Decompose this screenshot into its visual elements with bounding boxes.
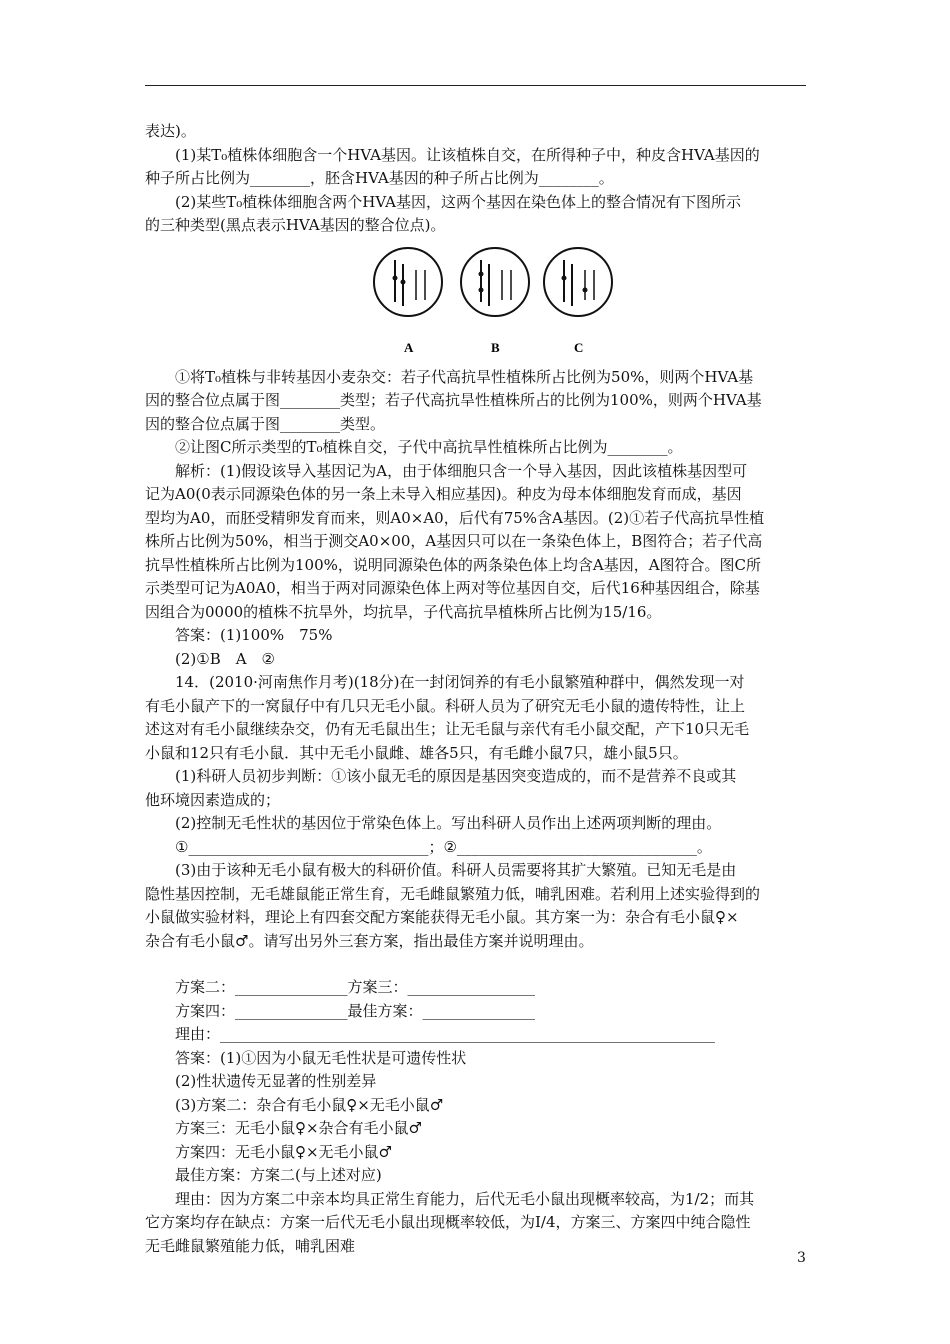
text-line: 有毛小鼠产下的一窝鼠仔中有几只无毛小鼠。科研人员为了研究无毛小鼠的遗传特性，让上: [145, 696, 746, 715]
text-line: ①________________________________；②________________________________。: [175, 837, 712, 856]
text-line: (2)控制无毛性状的基因位于常染色体上。写出科研人员作出上述两项判断的理由。: [175, 814, 722, 832]
text-line: (2)某些T₀植株体细胞含两个HVA基因，这两个基因在染色体上的整合情况有下图所示: [175, 192, 741, 211]
label-b: B: [491, 339, 500, 355]
integration-dot: [401, 279, 406, 284]
text-line: 小鼠和12只有毛小鼠．其中无毛小鼠雌、雄各5只，有毛雌小鼠7只，雄小鼠5只。: [145, 743, 688, 762]
text-line: ②让图C所示类型的T₀植株自交，子代中高抗旱性植株所占比例为________。: [175, 438, 683, 456]
text-line: 方案三：无毛小鼠♀×杂合有毛小鼠♂: [175, 1119, 422, 1137]
cell-b: [461, 248, 529, 355]
text-line: 解析：(1)假设该导入基因记为A，由于体细胞只含一个导入基因，因此该植株基因型可: [175, 461, 748, 480]
text-line: 它方案均存在缺点：方案一后代无毛小鼠出现概率较低，为I/4，方案三、方案四中纯合隐性: [145, 1213, 751, 1231]
text-line: 他环境因素造成的；: [145, 790, 281, 809]
text-line: 方案四：_______________最佳方案：_______________: [175, 1001, 536, 1020]
text-block-2: [145, 366, 806, 954]
text-line: 方案四：无毛小鼠♀×无毛小鼠♂: [175, 1142, 392, 1161]
text-block-3: [145, 976, 806, 1258]
text-line: 抗旱性植株所占比例为100%，说明同源染色体的两条染色体上均含A基因，A图符合。图C所: [145, 555, 762, 574]
document-body: [145, 120, 806, 1258]
text-line: (1)科研人员初步判断：①该小鼠无毛的原因是基因突变造成的，而不是营养不良或其: [175, 767, 737, 785]
text-line: (2)①B A ②: [175, 649, 275, 668]
text-line: 株所占比例为50%，相当于测交A0×00，A基因只可以在一条染色体上，B图符合；若子代高: [145, 532, 763, 550]
text-line: 种子所占比例为________，胚含HVA基因的种子所占比例为________。: [145, 169, 614, 187]
cell-c: [544, 248, 612, 355]
text-line: 的三种类型(黑点表示HVA基因的整合位点)。: [145, 216, 446, 234]
text-line: 无毛雌鼠繁殖能力低，哺乳困难: [145, 1236, 356, 1255]
text-line: 表达)。: [145, 122, 196, 140]
integration-dot: [562, 275, 567, 280]
text-line: 述这对有毛小鼠继续杂交，仍有无毛鼠出生；让无毛鼠与亲代有毛小鼠交配，产下10只无毛: [145, 720, 750, 738]
text-line: 答案：(1)100% 75%: [175, 626, 333, 644]
chromosome-figure: [145, 242, 806, 360]
text-line: 隐性基因控制，无毛雄鼠能正常生育，无毛雌鼠繁殖力低，哺乳困难。若利用上述实验得到的: [145, 884, 761, 903]
text-line: (1)某T₀植株体细胞含一个HVA基因。让该植株自交，在所得种子中，种皮含HVA基因的: [175, 145, 760, 164]
text-line: 因组合为0000的植株不抗旱外，均抗旱，子代高抗旱植株所占比例为15/16。: [145, 602, 662, 621]
header-rule: [145, 85, 806, 86]
integration-dot: [479, 271, 484, 276]
text-line: (2)性状遗传无显著的性别差异: [175, 1072, 377, 1090]
text-line: 杂合有毛小鼠♂。请写出另外三套方案，指出最佳方案并说明理由。: [145, 931, 594, 950]
text-line: (3)由于该种无毛小鼠有极大的科研价值。科研人员需要将其扩大繁殖。已知无毛是由: [175, 861, 737, 879]
page-number: 3: [797, 1250, 806, 1266]
label-a: A: [404, 339, 414, 355]
integration-dot: [583, 287, 588, 292]
text-block-1: [145, 120, 806, 238]
text-line: 最佳方案：方案二(与上述对应): [175, 1166, 382, 1184]
text-line: 理由：因为方案二中亲本均具正常生育能力，后代无毛小鼠出现概率较高，为1/2；而其: [175, 1189, 755, 1208]
text-line: 因的整合位点属于图________类型。: [145, 414, 386, 433]
text-line: (3)方案二：杂合有毛小鼠♀×无毛小鼠♂: [175, 1095, 444, 1114]
text-line: 型均为A0，而胚受精卵发育而来，则A0×A0，后代有75%含A基因。(2)①若子代高抗旱性植: [145, 508, 765, 527]
text-line: 示类型可记为A0A0，相当于两对同源染色体上两对等位基因自交，后代16种基因组合，除基: [145, 579, 760, 597]
integration-dot: [393, 275, 398, 280]
label-c: C: [574, 339, 584, 355]
text-line: 因的整合位点属于图________类型；若子代高抗旱性植株所占的比例为100%，则两个HVA基: [145, 391, 762, 409]
integration-dot: [479, 287, 484, 292]
chromosome-diagram: [145, 242, 806, 360]
text-line: 方案二：_______________方案三：_________________: [175, 978, 536, 996]
text-line: 记为A0(0表示同源染色体的另一条上未导入相应基因)。种皮为母本体细胞发育而成，基因: [145, 485, 742, 503]
text-line: 理由：__________________________________________________________________: [175, 1025, 716, 1043]
text-line: 小鼠做实验材料，理论上有四套交配方案能获得无毛小鼠。其方案一为：杂合有毛小鼠♀×: [145, 908, 739, 926]
spacer: [145, 953, 806, 976]
text-line: 14．(2010·河南焦作月考)(18分)在一封闭饲养的有毛小鼠繁殖种群中，偶然发现一对: [175, 673, 745, 691]
text-line: ①将T₀植株与非转基因小麦杂交：若子代高抗旱性植株所占比例为50%，则两个HVA基: [175, 367, 754, 386]
text-line: 答案：(1)①因为小鼠无毛性状是可遗传性状: [175, 1048, 467, 1067]
cell-a: [374, 248, 442, 355]
